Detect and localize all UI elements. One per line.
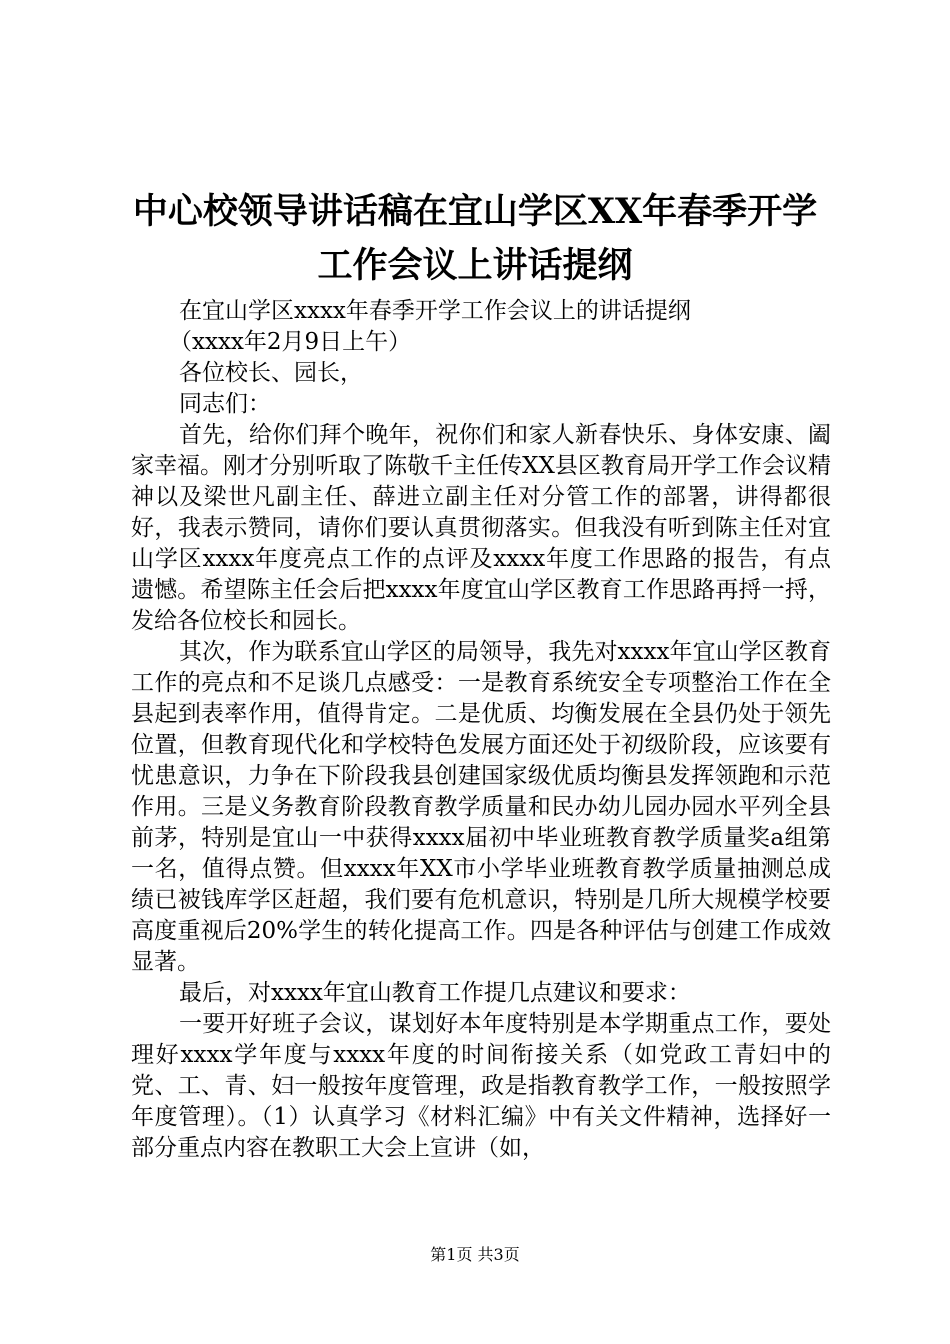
paragraph-third: 最后，对xxxx年宜山教育工作提几点建议和要求： bbox=[179, 980, 691, 1006]
speech-date: （xxxx年2月9日上午） bbox=[169, 329, 412, 355]
paragraph-first: 首先，给你们拜个晚年，祝你们和家人新春快乐、身体安康、阖家幸福。刚才分别听取了陈敬千主任传XX县区教育局开学工作会议精神以及梁世凡副主任、薛进立副主任对分管工作的部署，讲得都很好，我表示赞同，请你们要认真贯彻落实。但我没有听到陈主任对宜山学区xxxx年度亮点工作的点评及xxxx年度工作思路的报告，有点遗憾。希望陈主任会后把xxxx年度宜山学区教育工作思路再捋一捋，发给各位校长和园长。 bbox=[131, 422, 831, 634]
paragraph-second: 其次，作为联系宜山学区的局领导，我先对xxxx年宜山学区教育工作的亮点和不足谈几点感受：一是教育系统安全专项整治工作在全县起到表率作用，值得肯定。二是优质、均衡发展在全县仍处于领先位置，但教育现代化和学校特色发展方面还处于初级阶段，应该要有忧患意识，力争在下阶段我县创建国家级优质均衡县发挥领跑和示范作用。三是义务教育阶段教育教学质量和民办幼儿园办园水平列全县前茅，特别是宜山一中获得xxxx届初中毕业班教育教学质量奖a组第一名，值得点赞。但xxxx年XX市小学毕业班教育教学质量抽测总成绩已被钱库学区赶超，我们要有危机意识，特别是几所大规模学校要高度重视后20%学生的转化提高工作。四是各种评估与创建工作成效显著。 bbox=[131, 639, 831, 975]
document-body bbox=[131, 296, 831, 1164]
speech-subtitle: 在宜山学区xxxx年春季开学工作会议上的讲话提纲 bbox=[179, 298, 691, 324]
paragraph-fourth: 一要开好班子会议，谋划好本年度特别是本学期重点工作，要处理好xxxx学年度与xxxx年度的时间衔接关系（如党政工青妇中的党、工、青、妇一般按年度管理，政是指教育教学工作，一般按照学年度管理）。（1）认真学习《材料汇编》中有关文件精神，选择好一部分重点内容在教职工大会上宣讲（如， bbox=[131, 1011, 831, 1161]
salutation-principals: 各位校长、园长， bbox=[179, 360, 363, 386]
page-footer: 第1页 共3页 bbox=[430, 1245, 520, 1264]
salutation-comrades: 同志们： bbox=[179, 391, 271, 417]
document-title-line1: 中心校领导讲话稿在宜山学区XX年春季开学 bbox=[132, 191, 818, 232]
document-title-line2: 工作会议上讲话提纲 bbox=[317, 245, 633, 286]
